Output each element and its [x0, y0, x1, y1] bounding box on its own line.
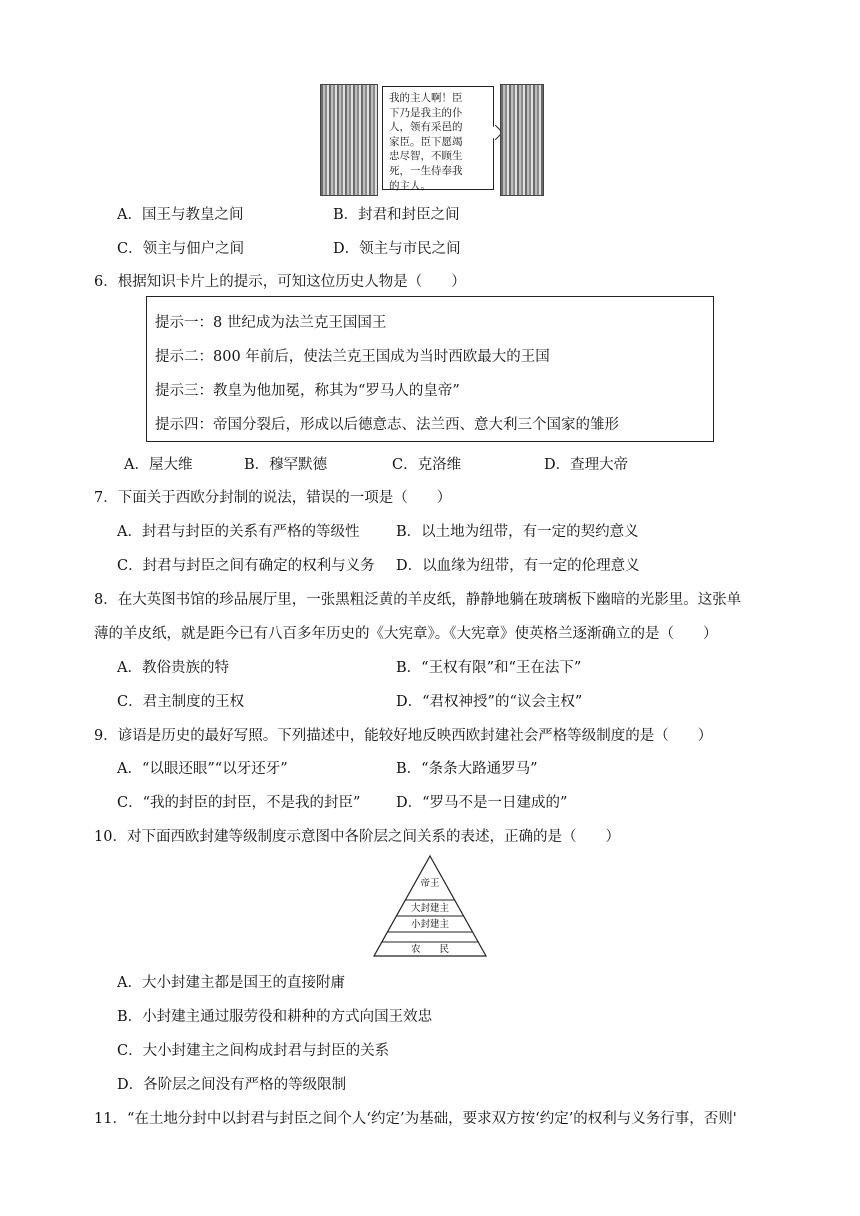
q5-option-a[interactable]: A．国王与教皇之间 [117, 207, 244, 223]
q8-stem-line-1: 8．在大英图书馆的珍品展厅里，一张黑粗泛黄的羊皮纸，静静地躺在玻璃板下幽暗的光影里。这张单 [94, 592, 742, 608]
q10-option-c[interactable]: C．大小封建主之间构成封君与封臣的关系 [117, 1043, 390, 1059]
hierarchy-pyramid-diagram [372, 854, 488, 958]
q8-option-d[interactable]: D．“君权神授”的“议会主权” [396, 694, 583, 710]
q8-option-b[interactable]: B．“王权有限”和“王在法下” [396, 660, 582, 676]
hint-2: 提示二：800 年前后，使法兰克王国成为当时西欧最大的王国 [155, 349, 550, 365]
q7-option-c[interactable]: C．封君与封臣之间有确定的权利与义务 [117, 558, 375, 574]
q11-stem: 11．“在土地分封中以封君与封臣之间个人‘约定’为基础，要求双方按‘约定’的权利与义务行事，否则' [94, 1111, 737, 1127]
speech-line: 人，领有采邑的 [389, 121, 463, 134]
q6-option-a[interactable]: A．屋大维 [124, 457, 193, 473]
knight-figure-right-image [500, 84, 544, 196]
q6-stem: 6．根据知识卡片上的提示，可知这位历史人物是（ ） [94, 274, 466, 290]
q8-stem-line-2: 薄的羊皮纸，就是距今已有八百多年历史的《大宪章》。《大宪章》使英格兰逐渐确立的是（ ） [94, 626, 718, 642]
q6-option-d[interactable]: D．查理大帝 [544, 457, 629, 473]
speech-bubble [382, 86, 494, 190]
q6-option-b[interactable]: B．穆罕默德 [244, 457, 328, 473]
q9-option-a[interactable]: A．“以眼还眼”“以牙还牙” [117, 761, 288, 777]
q5-option-d[interactable]: D．领主与市民之间 [333, 241, 461, 257]
pyramid-level-lesser-lords: 小封建主 [410, 919, 450, 930]
hint-1: 提示一：8 世纪成为法兰克王国国王 [155, 315, 387, 331]
speech-line: 下乃是我主的仆 [389, 106, 463, 119]
q6-option-c[interactable]: C．克洛维 [392, 457, 462, 473]
pyramid-level-emperor: 帝王 [420, 878, 440, 889]
q7-option-d[interactable]: D．以血缘为纽带，有一定的伦理意义 [396, 558, 640, 574]
speech-line: 家臣。臣下愿竭 [389, 135, 463, 148]
q9-option-c[interactable]: C．“我的封臣的封臣，不是我的封臣” [117, 795, 361, 811]
q10-option-a[interactable]: A．大小封建主都是国王的直接附庸 [117, 975, 345, 991]
q8-option-a[interactable]: A．教俗贵族的特 [117, 660, 229, 676]
q9-option-b[interactable]: B．“条条大路通罗马” [396, 761, 538, 777]
q10-option-d[interactable]: D．各阶层之间没有严格的等级限制 [117, 1077, 347, 1093]
knight-figure-left-image [320, 84, 378, 196]
speech-line: 死，一生侍奉我 [389, 164, 463, 177]
q7-option-b[interactable]: B．以土地为纽带，有一定的契约意义 [396, 524, 639, 540]
q5-option-c[interactable]: C．领主与佃户之间 [117, 241, 245, 257]
hint-4: 提示四：帝国分裂后，形成以后德意志、法兰西、意大利三个国家的雏形 [155, 417, 619, 433]
q9-option-d[interactable]: D．“罗马不是一日建成的” [396, 795, 568, 811]
q9-stem: 9．谚语是历史的最好写照。下列描述中，能较好地反映西欧封建社会严格等级制度的是（ ） [94, 728, 713, 744]
q10-option-b[interactable]: B．小封建主通过服劳役和耕种的方式向国王效忠 [117, 1009, 433, 1025]
q5-option-b[interactable]: B．封君和封臣之间 [333, 207, 460, 223]
pyramid-level-peasants: 农 民 [410, 944, 450, 955]
hint-3: 提示三：教皇为他加冕，称其为“罗马人的皇帝” [155, 383, 460, 399]
pyramid-level-great-lords: 大封建主 [410, 903, 450, 914]
speech-line: 我的主人啊！臣 [389, 92, 463, 104]
q7-option-a[interactable]: A．封君与封臣的关系有严格的等级性 [117, 524, 360, 540]
q10-stem: 10．对下面西欧封建等级制度示意图中各阶层之间关系的表述，正确的是（ ） [94, 829, 620, 845]
speech-line: 忠尽智，不顾生 [389, 150, 463, 163]
q8-option-c[interactable]: C．君主制度的王权 [117, 694, 245, 710]
knowledge-card [146, 296, 714, 442]
speech-line: 的主人。 [389, 179, 431, 192]
q5-illustration [320, 84, 540, 194]
q7-stem: 7．下面关于西欧分封制的说法，错误的一项是（ ） [94, 490, 452, 506]
